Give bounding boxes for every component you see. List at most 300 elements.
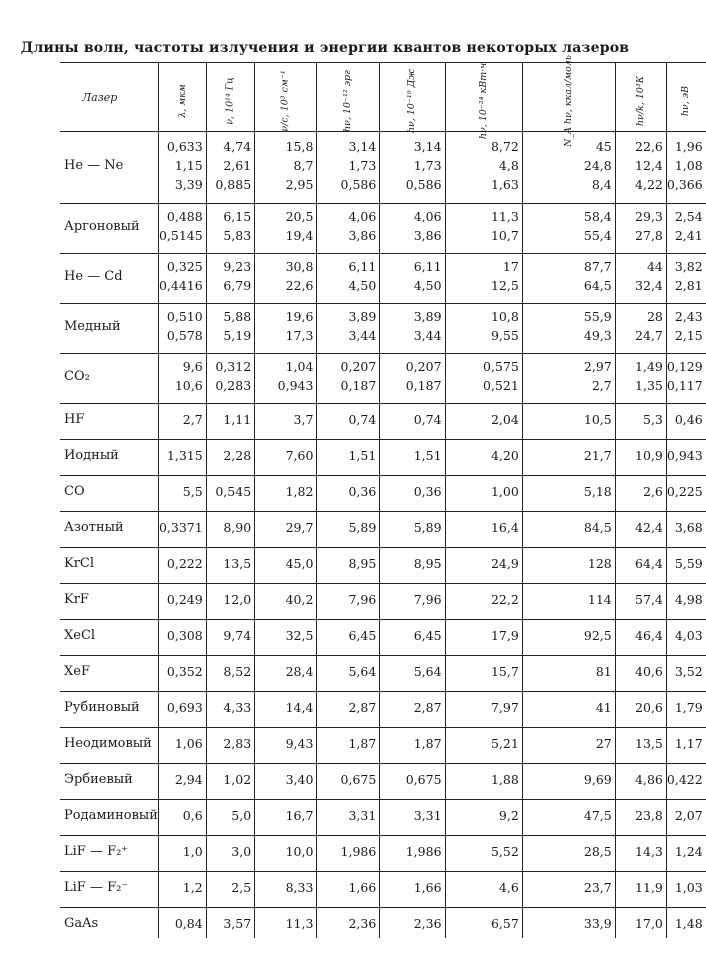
cell-value: 1,66 [348, 879, 377, 895]
cell-value: 3,57 [223, 915, 252, 931]
laser-name: LiF — F₂⁺ [60, 836, 158, 867]
cell-value: 16,4 [490, 519, 519, 535]
cell-value: 2,43 [674, 309, 703, 324]
cell-value: 13,5 [223, 555, 252, 571]
laser-name: Рубиновый [60, 692, 158, 723]
value-cell [380, 764, 445, 795]
table-row [60, 440, 706, 471]
cell-value: 0,74 [348, 411, 377, 427]
value-cell [206, 548, 254, 579]
cell-value: 1,49 [635, 359, 663, 374]
value-cell [206, 620, 254, 651]
value-cell [317, 872, 380, 903]
laser-name: KrF [60, 584, 158, 615]
cell-value: 5,64 [413, 663, 442, 679]
cell-value: 0,325 [166, 259, 203, 274]
value-cell [317, 800, 380, 831]
cell-value: 0,885 [215, 176, 252, 192]
cell-value: 10,6 [174, 378, 203, 393]
cell-value: 2,04 [490, 411, 519, 427]
value-cell [317, 728, 380, 759]
value-cell [255, 764, 317, 795]
cell-value: 58,4 [583, 209, 612, 224]
value-cell [615, 620, 666, 651]
cell-value: 3,0 [231, 843, 252, 859]
value-cell [380, 440, 445, 471]
value-cell [666, 404, 705, 435]
value-cell [445, 404, 522, 435]
cell-value: 3,31 [348, 807, 377, 823]
cell-value: 23,8 [635, 807, 663, 823]
header-wavenumber: ν/c, 10³ см⁻¹ [279, 69, 291, 132]
cell-value: 3,68 [674, 519, 703, 535]
header-energy-j: hν, 10⁻¹⁹ Дж [406, 68, 418, 133]
cell-value: 5,59 [674, 555, 703, 571]
laser-name: Родаминовый [60, 800, 158, 831]
cell-value: 14,3 [635, 843, 663, 859]
cell-value: 27 [595, 735, 612, 751]
value-cell [206, 872, 254, 903]
value-cell [615, 872, 666, 903]
value-cell [522, 254, 615, 299]
value-cell [615, 584, 666, 615]
cell-value: 0,46 [674, 411, 703, 427]
value-cell [615, 404, 666, 435]
value-cell [615, 304, 666, 349]
value-cell [445, 584, 522, 615]
laser-name: CO₂ [60, 354, 158, 399]
value-cell [255, 908, 317, 939]
value-cell [206, 254, 254, 299]
cell-value: 1,96 [674, 138, 703, 154]
cell-value: 6,79 [223, 278, 252, 293]
cell-value: 5,83 [223, 228, 252, 243]
cell-value: 28,5 [583, 843, 612, 859]
cell-value: 1,15 [174, 157, 203, 173]
cell-value: 4,8 [498, 157, 519, 173]
value-cell [317, 620, 380, 651]
table-row [60, 800, 706, 831]
cell-value: 15,8 [285, 138, 314, 154]
cell-value: 0,308 [166, 627, 203, 643]
value-cell [158, 440, 206, 471]
value-cell [666, 836, 705, 867]
value-cell [615, 764, 666, 795]
cell-value: 5,0 [231, 807, 252, 823]
value-cell [380, 512, 445, 543]
value-cell [158, 692, 206, 723]
value-cell [522, 304, 615, 349]
value-cell [445, 512, 522, 543]
cell-value: 8,90 [223, 519, 252, 535]
cell-value: 92,5 [583, 627, 612, 643]
cell-value: 1,63 [490, 176, 519, 192]
value-cell [317, 404, 380, 435]
value-cell [380, 204, 445, 249]
cell-value: 7,96 [348, 591, 377, 607]
cell-value: 13,5 [635, 735, 663, 751]
cell-value: 29,3 [635, 209, 663, 224]
cell-value: 2,07 [674, 807, 703, 823]
cell-value: 3,82 [674, 259, 703, 274]
value-cell [522, 512, 615, 543]
value-cell [158, 584, 206, 615]
cell-value: 3,44 [348, 328, 377, 343]
table-row [60, 204, 706, 249]
cell-value: 11,9 [635, 879, 663, 895]
cell-value: 32,5 [285, 627, 314, 643]
cell-value: 22,6 [635, 138, 663, 154]
value-cell [615, 692, 666, 723]
cell-value: 2,36 [413, 915, 442, 931]
cell-value: 11,3 [490, 209, 519, 224]
cell-value: 19,6 [285, 309, 314, 324]
cell-value: 1,02 [223, 771, 252, 787]
cell-value: 4,74 [223, 138, 252, 154]
table-row [60, 512, 706, 543]
cell-value: 3,52 [674, 663, 703, 679]
value-cell [666, 132, 705, 199]
cell-value: 1,24 [674, 843, 703, 859]
value-cell [206, 656, 254, 687]
cell-value: 1,73 [348, 157, 377, 173]
value-cell [317, 512, 380, 543]
value-cell [522, 584, 615, 615]
cell-value: 2,5 [231, 879, 252, 895]
cell-value: 3,86 [348, 228, 377, 243]
value-cell [255, 656, 317, 687]
value-cell [206, 728, 254, 759]
cell-value: 9,2 [498, 807, 519, 823]
value-cell [380, 836, 445, 867]
value-cell [206, 764, 254, 795]
table-row [60, 764, 706, 795]
value-cell [445, 620, 522, 651]
table-row [60, 404, 706, 435]
table-row [60, 304, 706, 349]
cell-value: 6,15 [223, 209, 252, 224]
table-row [60, 656, 706, 687]
value-cell [666, 584, 705, 615]
value-cell [522, 656, 615, 687]
cell-value: 0,249 [166, 591, 203, 607]
value-cell [666, 476, 705, 507]
cell-value: 8,95 [348, 555, 377, 571]
laser-name: Иодный [60, 440, 158, 471]
value-cell [158, 476, 206, 507]
cell-value: 81 [595, 663, 612, 679]
cell-value: 33,9 [583, 915, 612, 931]
value-cell [445, 728, 522, 759]
value-cell [666, 656, 705, 687]
cell-value: 0,545 [215, 483, 252, 499]
laser-name: XeCl [60, 620, 158, 651]
value-cell [522, 440, 615, 471]
value-cell [158, 728, 206, 759]
header-frequency: ν, 10¹⁴ Гц [224, 76, 236, 125]
table-row [60, 584, 706, 615]
cell-value: 4,22 [635, 176, 663, 192]
value-cell [255, 692, 317, 723]
value-cell [522, 728, 615, 759]
cell-value: 1,315 [166, 447, 203, 463]
cell-value: 0,633 [166, 138, 203, 154]
cell-value: 1,66 [413, 879, 442, 895]
cell-value: 0,5145 [158, 228, 203, 243]
header-energy-erg: hν, 10⁻¹² эрг [342, 69, 354, 132]
cell-value: 46,4 [635, 627, 663, 643]
value-cell [158, 304, 206, 349]
value-cell [615, 476, 666, 507]
value-cell [317, 584, 380, 615]
cell-value: 24,8 [583, 157, 612, 173]
cell-value: 42,4 [635, 519, 663, 535]
value-cell [158, 620, 206, 651]
cell-value: 10,0 [285, 843, 314, 859]
cell-value: 2,7 [591, 378, 612, 393]
cell-value: 5,89 [348, 519, 377, 535]
table-row [60, 836, 706, 867]
value-cell [255, 548, 317, 579]
cell-value: 9,55 [490, 328, 519, 343]
laser-name: Неодимовый [60, 728, 158, 759]
cell-value: 9,6 [182, 359, 203, 374]
value-cell [255, 584, 317, 615]
value-cell [380, 728, 445, 759]
value-cell [255, 836, 317, 867]
cell-value: 15,7 [490, 663, 519, 679]
cell-value: 2,6 [643, 483, 663, 499]
cell-value: 2,81 [674, 278, 703, 293]
value-cell [445, 254, 522, 299]
value-cell [380, 354, 445, 399]
cell-value: 0,74 [413, 411, 442, 427]
value-cell [615, 836, 666, 867]
cell-value: 44 [646, 259, 663, 274]
value-cell [445, 132, 522, 199]
value-cell [522, 204, 615, 249]
cell-value: 3,14 [413, 138, 442, 154]
cell-value: 3,31 [413, 807, 442, 823]
cell-value: 6,45 [348, 627, 377, 643]
value-cell [206, 132, 254, 199]
cell-value: 41 [595, 699, 612, 715]
cell-value: 87,7 [583, 259, 612, 274]
cell-value: 0,129 [666, 359, 703, 374]
table-row [60, 728, 706, 759]
value-cell [445, 800, 522, 831]
value-cell [206, 204, 254, 249]
cell-value: 128 [587, 555, 612, 571]
cell-value: 14,4 [285, 699, 314, 715]
cell-value: 6,57 [490, 915, 519, 931]
laser-name: KrCl [60, 548, 158, 579]
cell-value: 1,04 [285, 359, 314, 374]
value-cell [666, 728, 705, 759]
value-cell [206, 692, 254, 723]
cell-value: 17 [502, 259, 519, 274]
cell-value: 9,74 [223, 627, 252, 643]
cell-value: 5,19 [223, 328, 252, 343]
cell-value: 8,95 [413, 555, 442, 571]
header-temperature: hν/k, 10³К [634, 75, 646, 126]
cell-value: 4,50 [413, 278, 442, 293]
cell-value: 1,51 [413, 447, 442, 463]
value-cell [317, 132, 380, 199]
value-cell [522, 476, 615, 507]
cell-value: 1,35 [635, 378, 663, 393]
cell-value: 0,283 [215, 378, 252, 393]
value-cell [522, 404, 615, 435]
value-cell [666, 548, 705, 579]
cell-value: 5,88 [223, 309, 252, 324]
value-cell [522, 692, 615, 723]
value-cell [206, 404, 254, 435]
cell-value: 2,54 [674, 209, 703, 224]
cell-value: 2,83 [223, 735, 252, 751]
cell-value: 2,7 [182, 411, 203, 427]
value-cell [158, 512, 206, 543]
table-row [60, 254, 706, 299]
value-cell [206, 304, 254, 349]
cell-value: 1,986 [340, 843, 377, 859]
value-cell [380, 304, 445, 349]
cell-value: 28,4 [285, 663, 314, 679]
value-cell [445, 204, 522, 249]
value-cell [666, 764, 705, 795]
value-cell [445, 872, 522, 903]
value-cell [666, 304, 705, 349]
value-cell [317, 764, 380, 795]
cell-value: 10,9 [635, 447, 663, 463]
cell-value: 10,5 [583, 411, 612, 427]
value-cell [522, 872, 615, 903]
value-cell [615, 908, 666, 939]
cell-value: 1,03 [674, 879, 703, 895]
cell-value: 64,5 [583, 278, 612, 293]
cell-value: 1,82 [285, 483, 314, 499]
cell-value: 0,366 [666, 176, 703, 192]
value-cell [445, 304, 522, 349]
value-cell [445, 836, 522, 867]
cell-value: 40,2 [285, 591, 314, 607]
cell-value: 8,7 [293, 157, 314, 173]
cell-value: 55,9 [583, 309, 612, 324]
cell-value: 1,11 [223, 411, 252, 427]
cell-value: 5,89 [413, 519, 442, 535]
laser-name: Медный [60, 304, 158, 349]
cell-value: 21,7 [583, 447, 612, 463]
cell-value: 2,95 [285, 176, 314, 192]
cell-value: 0,510 [166, 309, 203, 324]
cell-value: 3,7 [293, 411, 314, 427]
table-row [60, 354, 706, 399]
cell-value: 0,586 [340, 176, 377, 192]
cell-value: 5,52 [490, 843, 519, 859]
table-body [60, 132, 706, 939]
value-cell [380, 800, 445, 831]
value-cell [206, 354, 254, 399]
cell-value: 1,06 [174, 735, 203, 751]
table-row [60, 620, 706, 651]
cell-value: 1,2 [182, 879, 203, 895]
cell-value: 1,17 [674, 735, 703, 751]
cell-value: 4,06 [413, 209, 442, 224]
cell-value: 28 [646, 309, 663, 324]
value-cell [522, 800, 615, 831]
cell-value: 49,3 [583, 328, 612, 343]
cell-value: 7,97 [490, 699, 519, 715]
cell-value: 5,3 [643, 411, 663, 427]
cell-value: 9,69 [583, 771, 612, 787]
value-cell [666, 908, 705, 939]
cell-value: 2,87 [413, 699, 442, 715]
cell-value: 1,986 [405, 843, 442, 859]
header-energy-kwh: hν, 10⁻²⁴ кВт·ч [477, 62, 489, 139]
value-cell [380, 656, 445, 687]
cell-value: 57,4 [635, 591, 663, 607]
cell-value: 7,60 [285, 447, 314, 463]
cell-value: 19,4 [285, 228, 314, 243]
cell-value: 20,6 [635, 699, 663, 715]
value-cell [158, 908, 206, 939]
value-cell [666, 692, 705, 723]
cell-value: 3,14 [348, 138, 377, 154]
value-cell [158, 204, 206, 249]
cell-value: 1,87 [413, 735, 442, 751]
cell-value: 0,84 [174, 915, 203, 931]
value-cell [158, 836, 206, 867]
cell-value: 4,6 [498, 879, 519, 895]
value-cell [317, 354, 380, 399]
header-laser: Лазер [60, 63, 158, 132]
value-cell [158, 872, 206, 903]
value-cell [317, 548, 380, 579]
value-cell [255, 872, 317, 903]
value-cell [317, 908, 380, 939]
value-cell [380, 476, 445, 507]
value-cell [317, 692, 380, 723]
value-cell [380, 254, 445, 299]
value-cell [615, 548, 666, 579]
value-cell [615, 440, 666, 471]
value-cell [445, 440, 522, 471]
laser-table [60, 54, 706, 938]
cell-value: 12,0 [223, 591, 252, 607]
value-cell [317, 476, 380, 507]
cell-value: 0,187 [340, 378, 377, 393]
laser-name: Эрбиевый [60, 764, 158, 795]
value-cell [255, 354, 317, 399]
laser-name: Азотный [60, 512, 158, 543]
cell-value: 4,98 [674, 591, 703, 607]
cell-value: 4,50 [348, 278, 377, 293]
cell-value: 1,51 [348, 447, 377, 463]
value-cell [158, 548, 206, 579]
value-cell [255, 800, 317, 831]
value-cell [255, 476, 317, 507]
value-cell [666, 440, 705, 471]
cell-value: 0,488 [166, 209, 203, 224]
cell-value: 5,64 [348, 663, 377, 679]
cell-value: 114 [587, 591, 612, 607]
value-cell [522, 548, 615, 579]
value-cell [666, 254, 705, 299]
cell-value: 23,7 [583, 879, 612, 895]
cell-value: 12,4 [635, 157, 663, 173]
cell-value: 9,23 [223, 259, 252, 274]
value-cell [666, 620, 705, 651]
